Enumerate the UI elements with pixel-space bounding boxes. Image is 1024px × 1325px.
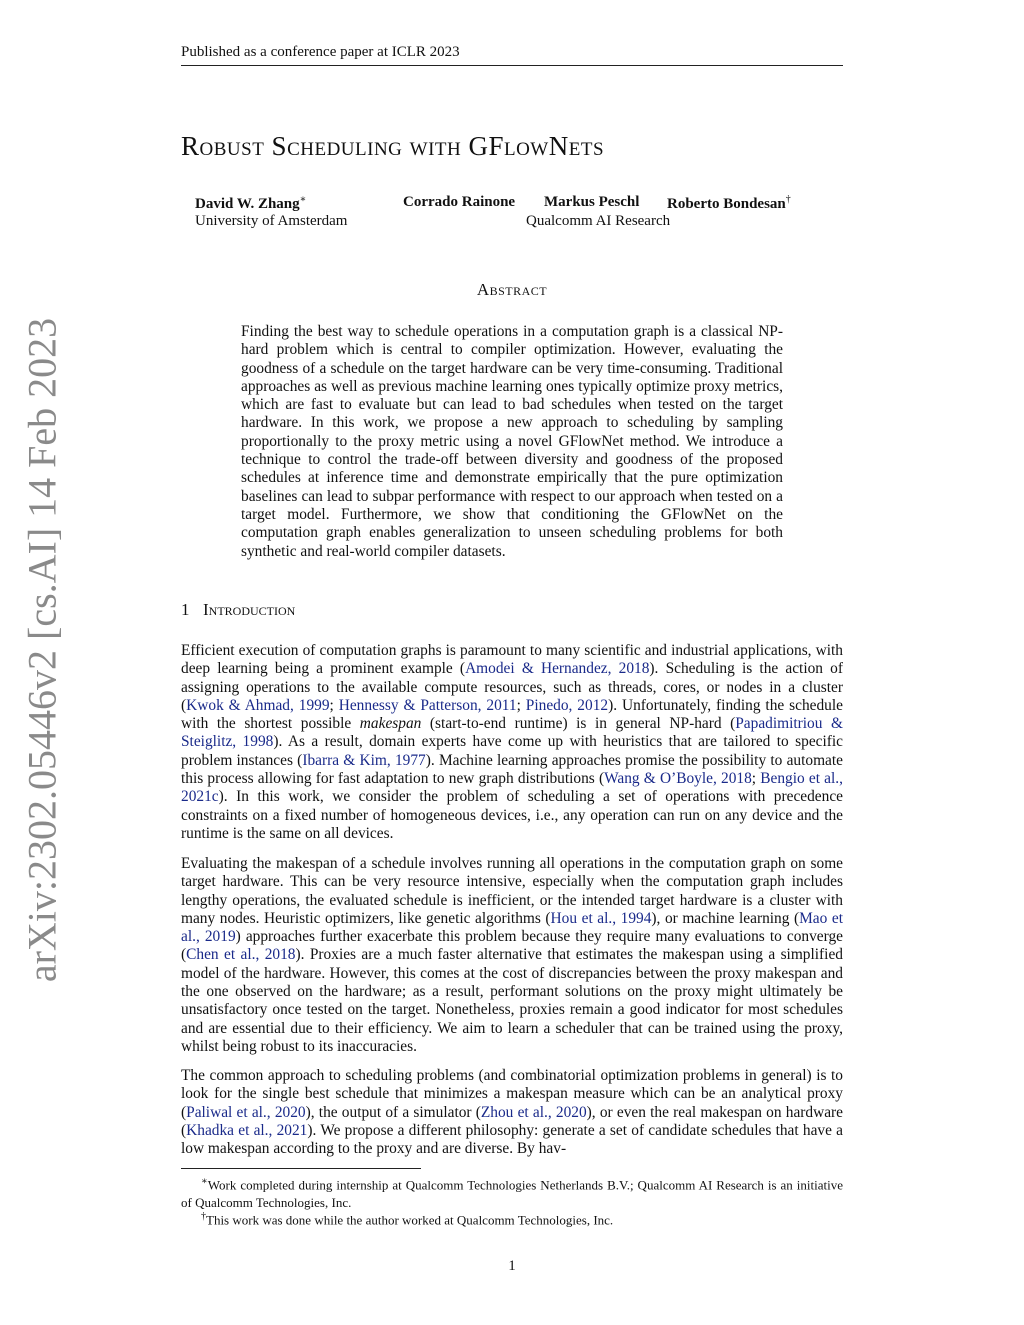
paragraph-text: ). Machine learning approaches promise the possibility to automate this process allowing for fast adaptation to new graph distributions ( [181, 751, 843, 788]
paragraph-text: ). Unfortunately, finding the schedule with the shortest possible [181, 696, 843, 733]
author-2: Corrado Rainone [403, 194, 516, 210]
paragraph-text: ; [751, 770, 761, 788]
arxiv-stamp: arXiv:2302.05446v2 [cs.AI] 14 Feb 2023 [19, 317, 65, 983]
citation-link[interactable]: Amodei & Hernandez, 2018 [465, 660, 650, 678]
paragraph-text: Evaluating the makespan of a schedule involves running all operations in the computation graph on some target hardware. This can be very resource intensive, especially when the computation graph includes lengthy operations, the evaluated schedule is inefficient, or the intended target hardware is a cluster with many nodes. Heuristic optimizers, like genetic algorithms ( [181, 855, 843, 927]
paragraph-text: ; [516, 696, 526, 714]
author-3: Markus Peschl [544, 194, 640, 210]
citation-link[interactable]: Wang & O’Boyle, 2018 [604, 770, 752, 788]
citation-link[interactable]: Papadimitriou & Steiglitz, 1998 [181, 715, 843, 751]
paragraph-text: ). As a result, domain experts have come up with heuristics that are tailored to specific problem instances ( [181, 733, 843, 769]
page-number: 1 [508, 1258, 516, 1274]
abstract-text: Finding the best way to schedule operations in a computation graph is a classical NP-hard problem which is central to compiler optimization. However, evaluating the goodness of a schedule on the target hardware can be very time-consuming. Traditional approaches as well as previous machine learning ones typically optimize proxy metrics, which are fast to evaluate but can lead to bad schedules when tested on the target hardware. In this work, we propose a new approach to scheduling by sampling proportionally to the proxy metric using a novel GFlowNet method. We introduce a technique to control the trade-off between diversity and goodness of the proposed schedules at inference time and demonstrate empirically that the pure optimization baselines can lead to subpar performance with respect to our approach when tested on a target model. Furthermore, we show that conditioning the GFlowNet on the computation graph enables generalization to unseen scheduling problems for both synthetic and real-world compiler datasets. [241, 323, 783, 560]
paragraph-text: ). In this work, we consider the problem of scheduling a set of operations with precedence constraints on a fixed number of homogeneous devices, i.e., any operation can run on any device and the runtime is the same on all devices. [181, 788, 843, 842]
citation-link[interactable]: Hennessy & Patterson, 2011 [338, 696, 517, 714]
paragraph-text: ; [329, 696, 339, 714]
citation-link[interactable]: Ibarra & Kim, 1977 [302, 751, 426, 769]
paper-title: Robust Scheduling with GFlowNets [181, 131, 605, 161]
paragraph-text: ). Proxies are a much faster alternative that estimates the makespan using a simplified model of the hardware. However, this comes at the cost of discrepancies between the proxy makespan and the one observed on the hardware; as a result, performant solutions on the proxy might ultimately be unsatisfactory once tested on the target. Nonetheless, proxies remain a good indicator for most schedules and are essential due to their efficiency. We aim to learn a scheduler that can be trained using the proxy, whilst being robust to its inaccuracies. [181, 946, 843, 1055]
intro-paragraph-3 [181, 1067, 843, 1158]
affiliation-2: Qualcomm AI Research [526, 213, 671, 229]
emphasized-text: makespan [359, 715, 422, 733]
citation-link[interactable]: Kwok & Ahmad, 1999 [186, 696, 330, 714]
paragraph-text: ) approaches further exacerbate this problem because they require many evaluations to converge ( [181, 928, 843, 964]
paragraph-text: Efficient execution of computation graphs is paramount to many scientific and industrial applications, with deep learning being a prominent example ( [181, 642, 843, 678]
footnote-2: †This work was done while the author worked at Qualcomm Technologies, Inc. [201, 1211, 614, 1228]
paragraph-text: (start-to-end runtime) is in general NP-hard ( [421, 715, 736, 733]
citation-link[interactable]: Hou et al., 1994 [550, 909, 652, 927]
citation-link[interactable]: Pinedo, 2012 [525, 696, 609, 714]
paragraph-text: ), or machine learning ( [651, 909, 800, 927]
footnote-1: ∗Work completed during internship at Qualcomm Technologies Netherlands B.V.; Qualcomm AI Research is an initiative of Qualcomm Technologies, Inc. [181, 1176, 843, 1210]
intro-paragraph-1 [181, 642, 843, 843]
paragraph-text: The common approach to scheduling problems (and combinatorial optimization problems in general) is to look for the single best schedule that minimizes a makespan measure which can be an analytical proxy ( [181, 1067, 843, 1121]
author-1: David W. Zhang∗ [195, 194, 307, 212]
affiliation-1: University of Amsterdam [195, 213, 348, 229]
citation-link[interactable]: Zhou et al., 2020 [480, 1103, 587, 1121]
paragraph-text: ). Scheduling is the action of assigning operations to the available compute resources, such as threads, cores, or nodes in a cluster ( [181, 660, 843, 714]
footnote-rule [181, 1168, 421, 1169]
citation-link[interactable]: Paliwal et al., 2020 [186, 1103, 306, 1121]
paragraph-text: ), the output of a simulator ( [305, 1103, 481, 1121]
citation-link[interactable]: Mao et al., 2019 [181, 909, 843, 946]
paragraph-text: ). We propose a different philosophy: generate a set of candidate schedules that have a low makespan according to the proxy and are diverse. By hav- [181, 1121, 843, 1158]
citation-link[interactable]: Khadka et al., 2021 [186, 1121, 308, 1139]
intro-paragraph-2 [181, 855, 843, 1056]
section-heading: 1 Introduction [181, 600, 296, 619]
paragraph-text: ), or even the real makespan on hardware ( [181, 1103, 843, 1139]
author-4: Roberto Bondesan† [667, 194, 791, 212]
running-header: Published as a conference paper at ICLR 2023 [181, 44, 460, 60]
abstract-heading: Abstract [476, 280, 548, 299]
citation-link[interactable]: Bengio et al., 2021c [181, 770, 843, 806]
citation-link[interactable]: Chen et al., 2018 [186, 946, 296, 964]
header-rule [181, 65, 843, 66]
